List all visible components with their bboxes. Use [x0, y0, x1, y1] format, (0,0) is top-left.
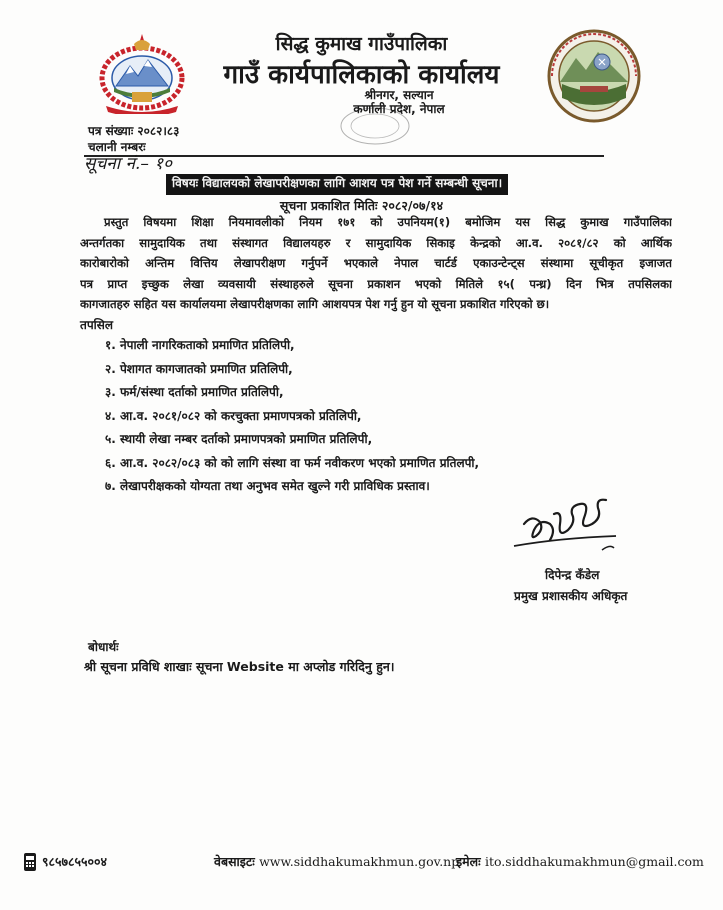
footer-phone: ९८५७८५५००४	[42, 854, 108, 869]
body-line: कागजातहरु सहित यस कार्यालयमा लेखापरीक्षणका लागि आशयपत्र पेश गर्नु हुन यो सूचना प्रकाशित गरिएको छ।	[80, 297, 550, 312]
municipality-name: सिद्ध कुमाख गाउँपालिका	[275, 33, 448, 55]
body-line: कारोबारोको अन्तिम वित्तिय लेखापरीक्षण गर्नुपर्ने भएकाले नेपाल चार्टर्ड एकाउन्टेन्ट्स संस्थामा सूचीकृत इजाजत	[80, 256, 672, 271]
cc-label: बोधार्थः	[88, 640, 119, 654]
notice-publish-date: सूचना प्रकाशित मितिः २०८२/०७/१४	[279, 198, 444, 213]
address-line-2: कर्णाली प्रदेश, नेपाल	[353, 102, 445, 116]
notice-body	[80, 212, 672, 315]
office-address	[304, 88, 494, 116]
list-item: ५. स्थायी लेखा नम्बर दर्ताको प्रमाणपत्रको प्रमाणित प्रतिलिपी,	[105, 432, 373, 446]
list-item: ७. लेखापरीक्षकको योग्यता तथा अनुभव समेत खुल्ने गरी प्राविधिक प्रस्ताव।	[105, 479, 430, 493]
list-item: ३. फर्म/संस्था दर्ताको प्रमाणित प्रतिलिपी,	[105, 385, 284, 399]
signatory-title: प्रमुख प्रशासकीय अधिकृत	[514, 589, 628, 603]
address-line-1: श्रीनगर, सल्यान	[364, 88, 434, 102]
body-line: प्रस्तुत विषयमा शिक्षा नियमावलीको नियम १७१ को उपनियम(१) बमोजिम यस सिद्ध कुमाख गाउँपालिका	[104, 215, 672, 229]
dispatch-number-label: चलानी नम्बरः	[88, 140, 146, 154]
list-item: ४. आ.व. २०८१/०८२ को करचुक्ता प्रमाणपत्रको प्रतिलिपी,	[105, 408, 362, 423]
phone-icon	[22, 852, 38, 872]
footer-website	[214, 853, 459, 870]
cc-recipient: श्री सूचना प्रविधि शाखाः सूचना Website मा अप्लोड गरिदिनु हुन।	[84, 659, 395, 674]
body-line: पत्र प्राप्त इच्छुक लेखा व्यवसायी संस्थाहरुले सूचना प्रकाशन भएको मितिले १५( पन्ध्र) दिन भित्र तपसिलका	[80, 276, 672, 291]
list-item: १. नेपाली नागरिकताको प्रमाणित प्रतिलिपी,	[105, 338, 295, 352]
letter-reference-number: पत्र संख्याः २०८२।८३	[88, 124, 180, 138]
email-address: ito.siddhakumakhmun@gmail.com	[484, 854, 704, 869]
website-url: www.siddhakumakhmun.gov.np	[259, 854, 460, 869]
email-label: इमेलः	[456, 854, 481, 869]
website-label: वेबसाइटः	[214, 854, 255, 869]
subject-line: विषयः विद्यालयको लेखापरीक्षणका लागि आशय पत्र पेश गर्ने सम्बन्धी सूचना।	[166, 174, 508, 195]
office-name: गाउँ कार्यपालिकाको कार्यालय	[223, 60, 500, 90]
requirements-list	[105, 336, 479, 501]
body-line: अन्तर्गतका सामुदायिक तथा संस्थागत विद्यालयहरु र सामुदायिक सिकाइ केन्द्रको आ.व. २०८१/८२ को आर्थिक	[80, 235, 672, 250]
list-item: ६. आ.व. २०८२/०८३ को को लागि संस्था वा फर्म नवीकरण भएको प्रमाणित प्रतिलपी,	[105, 455, 480, 470]
signatory-name: दिपेन्द्र कँडेल	[545, 568, 600, 582]
handwritten-notice-number: सूचना नं.– १०	[84, 154, 172, 174]
list-item: २. पेशागत कागजातको प्रमाणित प्रतिलिपी,	[105, 361, 293, 376]
signature-icon	[510, 484, 620, 564]
tapasil-label: तपसिल	[80, 318, 114, 332]
footer-email	[456, 853, 704, 870]
